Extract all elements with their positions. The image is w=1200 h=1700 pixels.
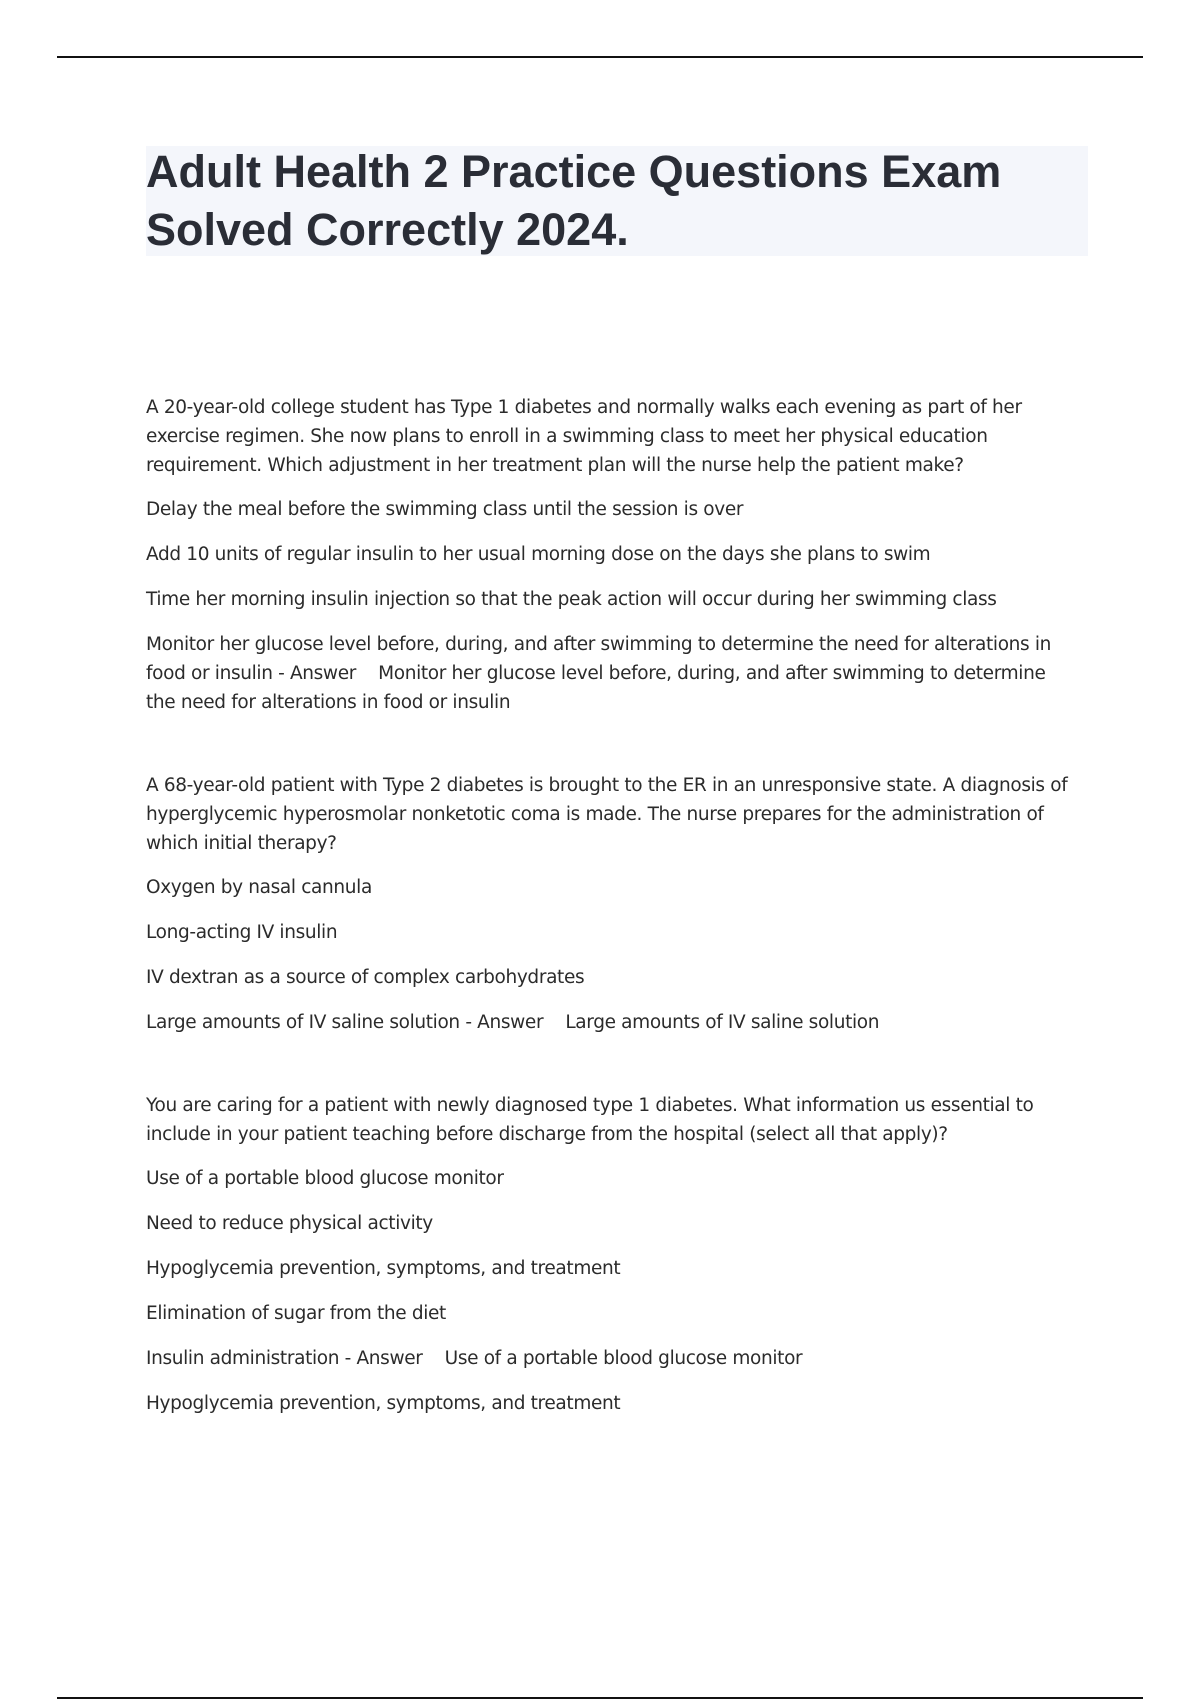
page-title: Adult Health 2 Practice Questions Exam Solved Correctly 2024. <box>146 146 1002 255</box>
answer-option: Monitor her glucose level before, during, and after swimming to determine the need for alterations in food or insulin - Answer Monitor her glucose level before, during, and after swimming to determine the need for alterations in food or insulin <box>146 634 1057 713</box>
answer-option: Elimination of sugar from the diet <box>146 1303 446 1324</box>
questions-content <box>146 393 1076 1472</box>
answer-option: Hypoglycemia prevention, symptoms, and treatment <box>146 1393 621 1414</box>
top-divider <box>57 56 1143 58</box>
question-text: You are caring for a patient with newly diagnosed type 1 diabetes. What information us essential to include in your patient teaching before discharge from the hospital (select all that apply)? <box>146 1095 1034 1145</box>
answer-option: Insulin administration - Answer Use of a portable blood glucose monitor <box>146 1348 803 1369</box>
answer-option: Oxygen by nasal cannula <box>146 877 372 898</box>
answer-option: Hypoglycemia prevention, symptoms, and treatment <box>146 1258 621 1279</box>
bottom-divider <box>57 1697 1143 1699</box>
answer-option: Large amounts of IV saline solution - Answer Large amounts of IV saline solution <box>146 1012 880 1033</box>
question-block-3 <box>146 1091 1076 1418</box>
answer-option: Long-acting IV insulin <box>146 922 338 943</box>
question-block-2 <box>146 771 1076 1037</box>
question-text: A 68-year-old patient with Type 2 diabetes is brought to the ER in an unresponsive state. A diagnosis of hyperglycemic hyperosmolar nonketotic coma is made. The nurse prepares for the administration of which initial therapy? <box>146 775 1068 854</box>
question-block-1 <box>146 393 1076 717</box>
answer-option: Add 10 units of regular insulin to her usual morning dose on the days she plans to swim <box>146 544 931 565</box>
answer-option: Delay the meal before the swimming class until the session is over <box>146 499 744 520</box>
answer-option: Need to reduce physical activity <box>146 1213 433 1234</box>
answer-option: Time her morning insulin injection so that the peak action will occur during her swimming class <box>146 589 997 610</box>
title-block <box>146 146 1088 256</box>
question-text: A 20-year-old college student has Type 1 diabetes and normally walks each evening as part of her exercise regimen. She now plans to enroll in a swimming class to meet her physical education requirement. Which adjustment in her treatment plan will the nurse help the patient make? <box>146 397 1022 476</box>
answer-option: Use of a portable blood glucose monitor <box>146 1168 504 1189</box>
answer-option: IV dextran as a source of complex carbohydrates <box>146 967 585 988</box>
